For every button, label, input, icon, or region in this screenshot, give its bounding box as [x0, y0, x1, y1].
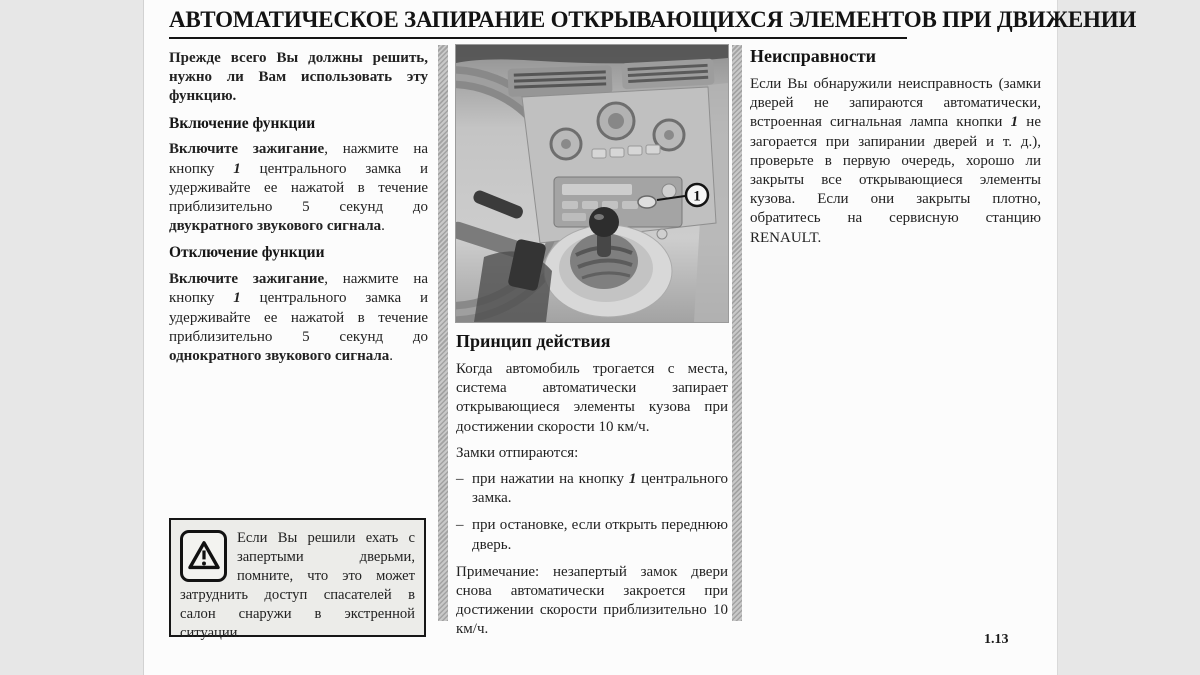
- manual-page: [143, 0, 1137, 675]
- button-number-ref: 1: [1010, 114, 1019, 131]
- bold-run: Включите зажигание: [169, 271, 325, 288]
- intro-paragraph: Прежде всего Вы должны решить, нужно ли Вам использовать эту функцию.: [169, 50, 428, 105]
- left-column: [169, 49, 428, 373]
- text-run: .: [389, 347, 394, 364]
- disable-function-heading: Отключение функции: [169, 244, 325, 262]
- callout-1-label: 1: [693, 188, 701, 205]
- dashboard-photo-illustration: [456, 45, 728, 322]
- text-run: Если Вы обнаружили неисправность (замки дверей не запираются автоматически, встроенная сигнальная лампа кнопки: [750, 76, 1041, 131]
- page-title: АВТОМАТИЧЕСКОЕ ЗАПИРАНИЕ ОТКРЫВАЮЩИХСЯ ЭЛЕМЕНТОВ ПРИ ДВИЖЕНИИ: [169, 7, 1137, 32]
- principle-column: [456, 330, 728, 646]
- button-number-ref: 1: [233, 160, 241, 177]
- dash-bullet: –: [456, 517, 464, 534]
- column-separator-left: [438, 45, 448, 621]
- bold-run: однократного звукового сигнала: [169, 347, 390, 364]
- principle-paragraph-2: Замки отпираются:: [456, 444, 579, 461]
- principle-heading: Принцип действия: [456, 331, 611, 351]
- column-separator-right: [732, 45, 742, 621]
- text-run: центрального замка.: [472, 470, 728, 507]
- text-run: центрального замка и удерживайте ее нажатой в течение приблизительно 5 секунд до: [169, 160, 428, 215]
- list-item: [456, 516, 728, 554]
- bold-run: Включите зажигание: [169, 141, 325, 158]
- list-item: [456, 470, 728, 508]
- faults-paragraph: [750, 75, 1041, 248]
- dashboard-photo: [456, 45, 728, 322]
- text-run: , нажмите на кнопку: [169, 141, 428, 177]
- warning-triangle-icon: [180, 530, 227, 582]
- text-run: .: [381, 218, 385, 235]
- disable-function-paragraph: [169, 270, 428, 366]
- text-run: не загорается при запирании дверей и т. д.), проверьте в первую очередь, хорошо ли закрыты все открывающиеся элементы кузова. Если они закрыты плотно, обратитесь на сервисную станцию RENAULT.: [750, 114, 1041, 246]
- text-run: , нажмите на кнопку: [169, 271, 428, 307]
- text-run: центрального замка и удерживайте ее нажатой в течение приблизительно 5 секунд до: [169, 290, 428, 345]
- principle-paragraph-1: Когда автомобиль трогается с места, система автоматически запирает открывающиеся элементы кузова при достижении скорости 10 км/ч.: [456, 361, 728, 435]
- list-item-text: при остановке, если открыть переднюю дверь.: [472, 517, 728, 553]
- warning-box: [169, 518, 426, 641]
- text-run: при нажатии на кнопку: [472, 470, 629, 487]
- central-lock-button: [638, 196, 656, 208]
- warning-text: Если Вы решили ехать с запертыми дверьми, помните, что это может затруднить доступ спасателей в салон снаружи в экстренной ситуации.: [180, 530, 415, 641]
- air-vent-right: [621, 59, 714, 90]
- title-rule: [169, 37, 907, 39]
- air-vent-left: [508, 65, 613, 97]
- list-item-text: [472, 470, 728, 508]
- button-number-ref: 1: [628, 470, 637, 487]
- dash-bullet: –: [456, 470, 464, 487]
- faults-heading: Неисправности: [750, 46, 877, 66]
- page-number: 1.13: [984, 632, 1009, 647]
- principle-note: Примечание: незапертый замок двери снова автоматически закроется при достижении скорости приблизительно 10 км/ч.: [456, 563, 728, 638]
- faults-column: [750, 45, 1041, 255]
- enable-function-heading: Включение функции: [169, 114, 316, 132]
- enable-function-paragraph: [169, 140, 428, 236]
- button-number-ref: 1: [233, 290, 241, 307]
- bold-run: двукратного звукового сигнала: [169, 218, 382, 235]
